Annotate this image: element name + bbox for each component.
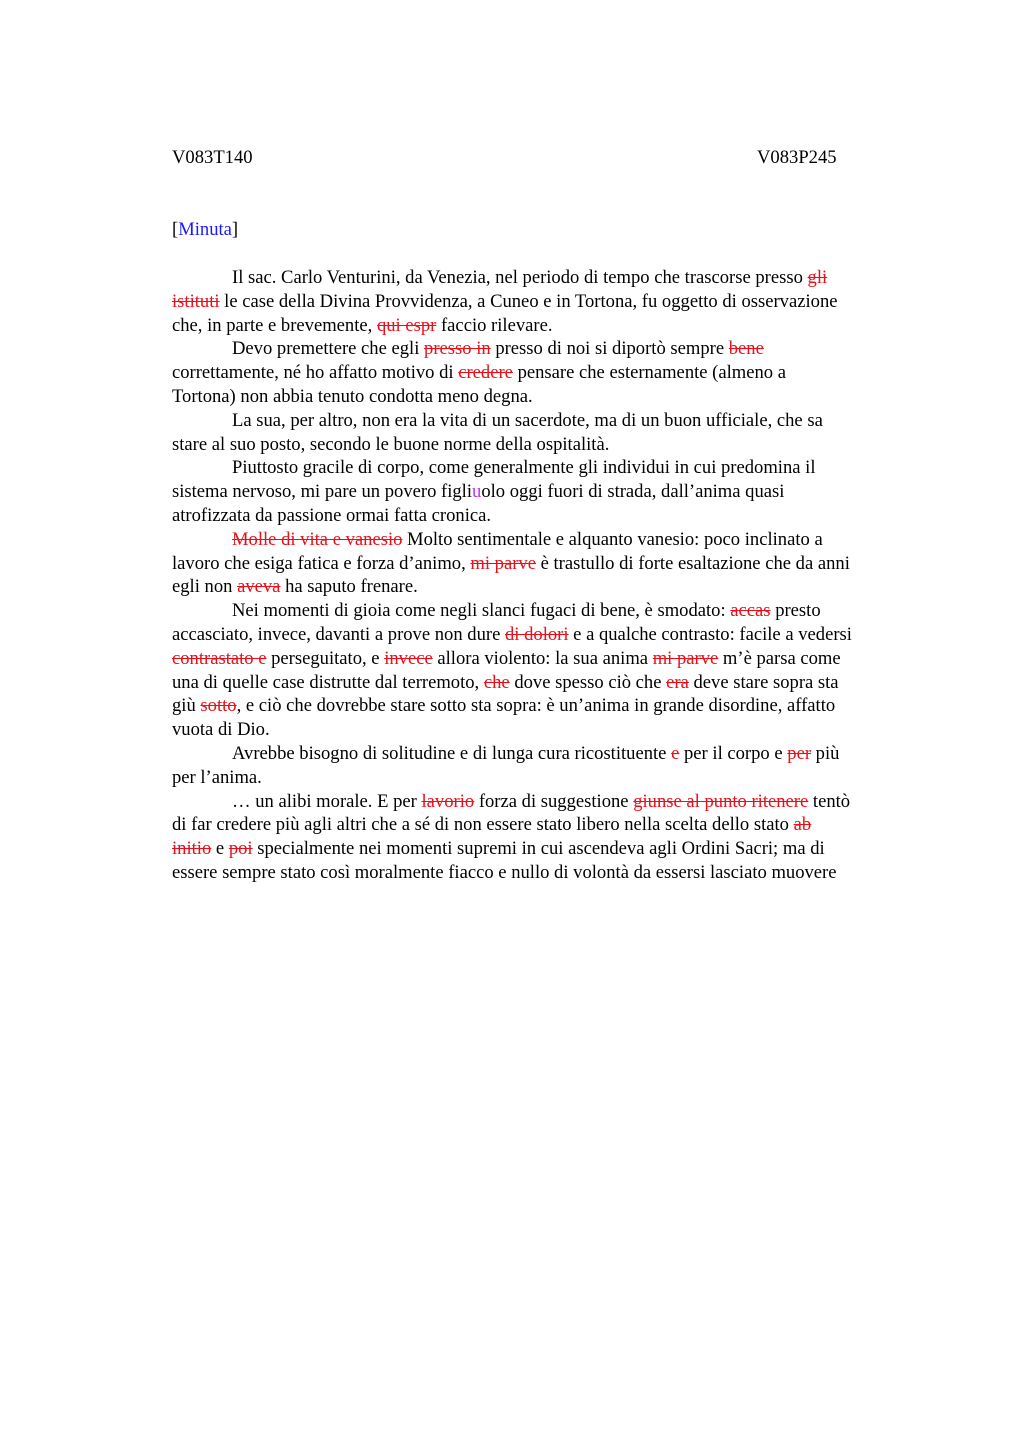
text-run: Nei momenti di gioia come negli slanci fugaci di bene, è smodato: <box>232 600 731 622</box>
text-run: sistema nervoso, mi pare un povero figli <box>172 481 473 503</box>
text-line <box>172 361 928 385</box>
header-left-code: V083T140 <box>172 147 253 168</box>
text-run: più <box>811 742 840 764</box>
deleted-text: e <box>671 742 680 764</box>
text-run: forza di suggestione <box>474 790 634 812</box>
text-run: faccio rilevare. <box>436 314 553 336</box>
text-line <box>172 385 928 409</box>
text-run: Tortona) non abbia tenuto condotta meno degna. <box>172 385 533 407</box>
text-run: essere sempre stato così moralmente fiacco e nullo di volontà da essersi lasciato muovere <box>172 861 837 883</box>
label-close-bracket: ] <box>231 219 239 240</box>
deleted-text: initio <box>172 838 212 860</box>
deleted-text: ab <box>793 814 812 836</box>
text-line <box>172 813 928 837</box>
deleted-text: di dolori <box>504 623 569 645</box>
text-line <box>172 504 928 528</box>
text-line <box>172 456 928 480</box>
deleted-text: istituti <box>172 290 220 312</box>
deleted-text: aveva <box>237 576 281 598</box>
text-run: e a qualche contrasto: facile a vedersi <box>568 623 852 645</box>
text-line <box>172 790 928 814</box>
deleted-text: accas <box>730 600 771 622</box>
text-run: una di quelle case distrutte dal terremoto, <box>172 671 484 693</box>
text-line <box>172 290 928 314</box>
text-run: presto <box>770 600 821 622</box>
label-text: Minuta <box>178 219 232 240</box>
deleted-text: credere <box>458 362 513 384</box>
text-run: e <box>211 838 229 860</box>
text-line <box>172 552 928 576</box>
text-line <box>172 694 928 718</box>
text-run: perseguitato, e <box>266 647 385 669</box>
text-run: Avrebbe bisogno di solitudine e di lunga cura ricostituente <box>232 742 672 764</box>
text-run: … un alibi morale. E per <box>232 790 422 812</box>
deleted-text: lavorio <box>421 790 475 812</box>
text-line <box>172 766 928 790</box>
text-run: pensare che esternamente (almeno a <box>512 362 786 384</box>
deleted-text: mi parve <box>470 552 536 574</box>
deleted-text: poi <box>228 838 253 860</box>
text-run: allora violento: la sua anima <box>432 647 653 669</box>
text-line <box>172 433 928 457</box>
text-line <box>172 861 928 885</box>
deleted-text: mi parve <box>652 647 719 669</box>
deleted-text: giunse al punto ritenere <box>633 790 809 812</box>
header-right-code: V083P245 <box>757 147 837 168</box>
text-run: dove spesso ciò che <box>509 671 667 693</box>
text-line <box>172 266 928 290</box>
text-run: egli non <box>172 576 238 598</box>
text-run: Piuttosto gracile di corpo, come generalmente gli individui in cui predomina il <box>232 457 816 479</box>
deleted-text: gli <box>807 267 828 288</box>
text-line <box>172 623 928 647</box>
text-line <box>172 599 928 623</box>
text-run: che, in parte e brevemente, <box>172 314 377 336</box>
text-line <box>172 314 928 338</box>
minuta-label <box>172 218 238 242</box>
deleted-text: bene <box>728 338 764 360</box>
inserted-text: u <box>472 481 482 503</box>
text-run: Il sac. Carlo Venturini, da Venezia, nel periodo di tempo che trascorse presso <box>232 267 808 288</box>
text-line <box>172 718 928 742</box>
text-line <box>172 742 928 766</box>
text-run: le case della Divina Provvidenza, a Cuneo e in Tortona, fu oggetto di osservazione <box>219 290 838 312</box>
text-line <box>172 409 928 433</box>
text-run: Devo premettere che egli <box>232 338 425 360</box>
text-run: ha saputo frenare. <box>280 576 418 598</box>
deleted-text: invece <box>384 647 433 669</box>
text-line <box>172 480 928 504</box>
deleted-text: che <box>483 671 510 693</box>
deleted-text: per <box>787 742 812 764</box>
text-line <box>172 671 928 695</box>
text-run: Molto sentimentale e alquanto vanesio: poco inclinato a <box>402 528 823 550</box>
deleted-text: qui espr <box>376 314 437 336</box>
text-run: deve stare sopra sta <box>688 671 839 693</box>
text-run: lavoro che esiga fatica e forza d’animo, <box>172 552 471 574</box>
text-line <box>172 528 928 552</box>
text-run: m’è parsa come <box>718 647 841 669</box>
text-run: , e ciò che dovrebbe stare sotto sta sopra: è un’anima in grande disordine, affatto <box>236 695 836 717</box>
deleted-text: presso in <box>424 338 491 360</box>
text-run: di far credere più agli altri che a sé di non essere stato libero nella scelta dello stato <box>172 814 794 836</box>
letter-body <box>172 266 928 885</box>
text-run: tentò <box>808 790 851 812</box>
text-run: atrofizzata da passione ormai fatta cronica. <box>172 504 492 526</box>
label-open-bracket: [ <box>172 219 179 240</box>
text-run: stare al suo posto, secondo le buone norme della ospitalità. <box>172 433 610 455</box>
text-line <box>172 837 928 861</box>
text-line <box>172 337 928 361</box>
text-line <box>172 575 928 599</box>
text-run: per l’anima. <box>172 766 262 788</box>
text-line <box>172 647 928 671</box>
deleted-text: sotto <box>200 695 237 717</box>
text-run: olo oggi fuori di strada, dall’anima quasi <box>481 481 785 503</box>
text-run: per il corpo e <box>679 742 788 764</box>
text-run: vuota di Dio. <box>172 719 270 741</box>
deleted-text: contrastato e <box>172 647 267 669</box>
text-run: accasciato, invece, davanti a prove non dure <box>172 623 505 645</box>
text-run: presso di noi si diportò sempre <box>490 338 729 360</box>
text-run: giù <box>172 695 201 717</box>
text-run: correttamente, né ho affatto motivo di <box>172 362 459 384</box>
text-run: specialmente nei momenti supremi in cui ascendeva agli Ordini Sacri; ma di <box>252 838 825 860</box>
text-run: è trastullo di forte esaltazione che da anni <box>535 552 850 574</box>
deleted-text: era <box>666 671 689 693</box>
deleted-text: Molle di vita e vanesio <box>232 528 403 550</box>
text-run: La sua, per altro, non era la vita di un sacerdote, ma di un buon ufficiale, che sa <box>232 409 823 431</box>
